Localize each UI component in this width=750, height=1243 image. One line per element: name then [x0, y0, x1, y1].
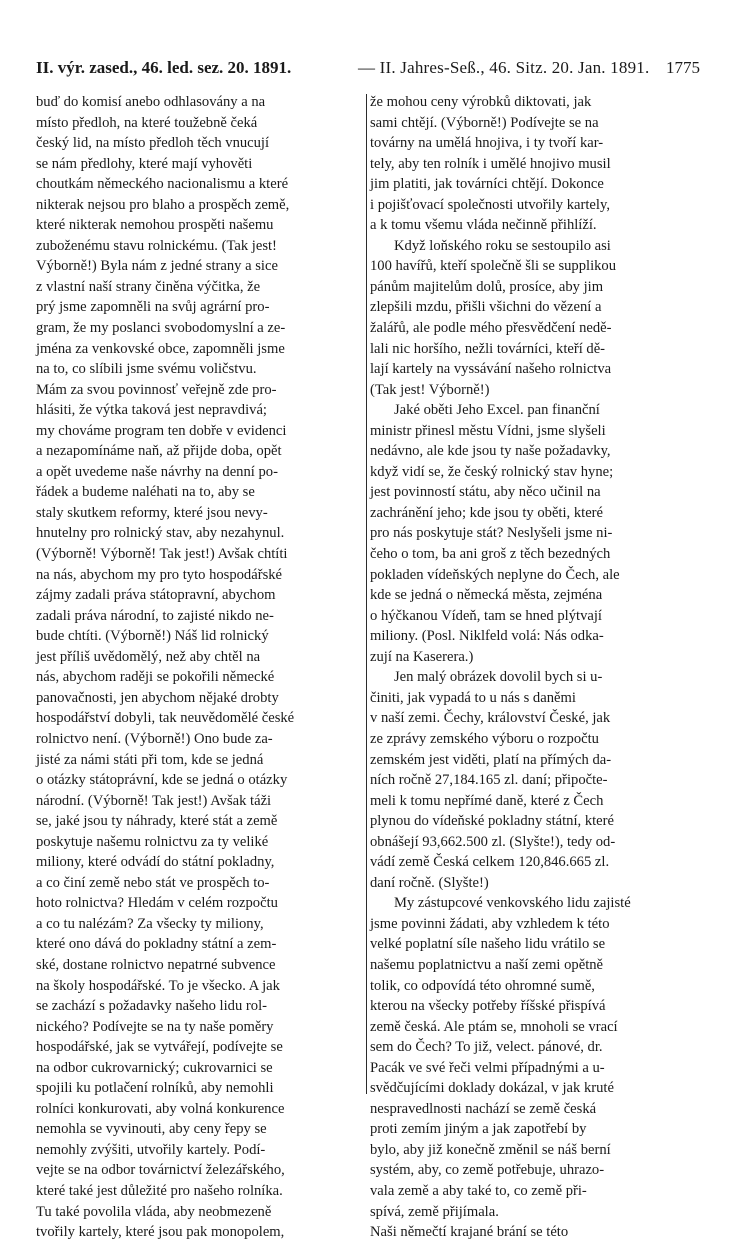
- text-line: Tu také povolila vláda, aby neobmezeně: [36, 1203, 272, 1220]
- text-line: nemohla se vyvinouti, aby ceny řepy se: [36, 1121, 267, 1138]
- text-line: jim platiti, jak továrníci chtějí. Dokonce: [370, 176, 604, 193]
- text-line: ních ročně 27,184.165 zl. daní; připočte-: [370, 772, 608, 789]
- text-line: hnutelny pro rolnický stav, aby nezahynul.: [36, 525, 285, 542]
- text-line: pro nás poskytuje stát? Neslyšeli jsme ni-: [370, 525, 613, 542]
- text-line: Mám za svou povinnosť veřejně zde pro-: [36, 381, 277, 398]
- text-line: a co tu nalézám? Za všecky ty miliony,: [36, 915, 264, 932]
- text-line: a opět uvedeme naše návrhy na denní po-: [36, 463, 278, 480]
- right-column: [370, 92, 700, 1243]
- text-line: Jen malý obrázek dovolil bych si u-: [394, 669, 603, 686]
- text-line: když vidí se, že český rolnický stav hyne;: [370, 463, 614, 480]
- text-line: řádek a budeme naléhati na to, aby se: [36, 484, 255, 501]
- text-line: tely, aby ten rolník i umělé hnojivo musil: [370, 155, 611, 172]
- text-line: které také jest důležité pro našeho rolníka.: [36, 1182, 283, 1199]
- text-line: továrny na umělá hnojiva, i ty tvoří kar-: [370, 135, 604, 152]
- text-line: činiti, jak vypadá to u nás s daněmi: [370, 689, 576, 706]
- text-line: zachránění jeho; kde jsou ty oběti, které: [370, 504, 604, 521]
- text-line: lají kartely na vyssávání našeho rolnictva: [370, 361, 612, 378]
- header-session-german: — II. Jahres-Seß., 46. Sitz. 20. Jan. 1891.: [358, 58, 650, 77]
- text-line: velké poplatní síle našeho lidu vrátilo se: [370, 936, 606, 953]
- text-line: vala země a aby také to, co země při-: [370, 1182, 587, 1199]
- text-line: země česká. Ale ptám se, mnoholi se vrací: [370, 1018, 618, 1035]
- text-line: bylo, aby již konečně změnil se náš berní: [370, 1141, 611, 1158]
- text-line: Když loňského roku se sestoupilo asi: [394, 237, 611, 254]
- text-line: zuboženému stavu rolnickému. (Tak jest!: [36, 237, 277, 254]
- text-line: lali nic horšího, nežli továrníci, kteří dě-: [370, 340, 606, 357]
- text-line: nického? Podívejte se na ty naše poměry: [36, 1018, 274, 1035]
- text-line: nedávno, ale kde jsou ty naše požadavky,: [370, 443, 611, 460]
- text-line: i pojišťovací společnosti utvořily kartely,: [370, 196, 610, 213]
- text-line: zemském jest viděti, platí na přímých da-: [370, 751, 612, 768]
- text-line: kde se jedná o německá města, zejména: [370, 587, 603, 604]
- text-line: nikterak nejsou pro blaho a prospěch země,: [36, 196, 290, 213]
- left-column: [36, 92, 364, 1243]
- text-line: jest povinností státu, aby něco učinil na: [370, 484, 601, 501]
- text-line: žalářů, ale podle mého přesvědčení nedě-: [370, 320, 612, 337]
- text-line: prý jsme zapomněli na svůj agrární pro-: [36, 299, 270, 316]
- text-line: jsme povinni žádati, aby vzhledem k této: [370, 915, 610, 932]
- text-line: tvořily kartely, které jsou pak monopolem,: [36, 1224, 285, 1241]
- text-line: na odbor cukrovarnický; cukrovarnici se: [36, 1059, 273, 1076]
- text-line: ské, dostane rolnictvo nepatrné subvence: [36, 956, 276, 973]
- text-line: se nám předlohy, které mají vyhověti: [36, 155, 253, 172]
- text-line: našemu poplatnictvu a naší zemi opětně: [370, 956, 604, 973]
- text-line: rolníci konkurovati, aby volná konkurence: [36, 1100, 285, 1117]
- text-line: hospodářské, jak se vytvářejí, podívejte se: [36, 1039, 283, 1056]
- text-line: hoto rolnictva? Hledám v celém rozpočtu: [36, 895, 278, 912]
- text-line: v naší zemi. Čechy, království České, jak: [370, 710, 611, 727]
- header-session-czech: II. výr. zased., 46. led. sez. 20. 1891.: [36, 58, 292, 77]
- text-line: zují na Kaserera.): [370, 648, 474, 665]
- text-line: Jaké oběti Jeho Excel. pan finanční: [394, 402, 600, 419]
- text-line: o otázky státoprávní, kde se jedná o otázky: [36, 772, 288, 789]
- text-line: sem do Čech? To již, velect. pánové, dr.: [370, 1039, 603, 1056]
- text-line: spívá, země přijímala.: [370, 1203, 499, 1220]
- text-line: jisté za námi státi při tom, kde se jedná: [36, 751, 264, 768]
- text-line: Naši němečtí krajané brání se této: [370, 1224, 569, 1241]
- text-line: zlepšili mzdu, přišli všichni do vězení a: [370, 299, 602, 316]
- text-line: tolik, co odpovídá této ohromné sumě,: [370, 977, 595, 994]
- page-header: [36, 58, 700, 84]
- text-line: se, jaké jsou ty náhrady, které stát a země: [36, 813, 278, 830]
- column-divider: [366, 94, 367, 1094]
- text-line: místo předloh, na které toužebně čeká: [36, 114, 258, 131]
- text-line: jména za venkovské obce, zapomněli jsme: [36, 340, 285, 357]
- text-line: sami chtějí. (Výborně!) Podívejte se na: [370, 114, 599, 131]
- text-line: vejte se na odbor továrnictví železářského,: [36, 1162, 285, 1179]
- text-line: ze zprávy zemského výboru o rozpočtu: [370, 730, 599, 747]
- text-line: bude chtíti. (Výborně!) Náš lid rolnický: [36, 628, 269, 645]
- text-line: hlásiti, že výtka taková jest nepravdivá;: [36, 402, 267, 419]
- text-line: pánům majitelům dolů, prosíce, aby jim: [370, 278, 604, 295]
- text-line: panovačnosti, jen abychom nějaké drobty: [36, 689, 279, 706]
- text-line: obnášejí 93,662.500 zl. (Slyšte!), tedy od-: [370, 833, 616, 850]
- text-line: svědčujícími doklady dokázal, v jak kruté: [370, 1080, 614, 1097]
- text-line: čeho o tom, ba ani groš z těch bezedných: [370, 546, 611, 563]
- text-line: (Výborně! Výborně! Tak jest!) Avšak chtíti: [36, 546, 288, 563]
- text-line: nespravedlnosti nachází se země česká: [370, 1100, 597, 1117]
- text-line: buď do komisí anebo odhlasovány a na: [36, 94, 266, 110]
- text-line: a k tomu všemu vláda nečinně přihlíží.: [370, 217, 597, 234]
- text-line: staly skutkem reformy, které jsou nevy-: [36, 504, 268, 521]
- text-line: hospodářství dobyli, tak neuvědomělé české: [36, 710, 295, 727]
- text-line: se zachází s požadavky našeho lidu rol-: [36, 998, 267, 1015]
- page-number: 1775: [666, 58, 700, 77]
- text-line: které nikterak nemohou prospěti našemu: [36, 217, 274, 234]
- text-line: daní ročně. (Slyšte!): [370, 874, 489, 891]
- text-line: rolnictvo není. (Výborně!) Ono bude za-: [36, 730, 273, 747]
- text-line: na nás, abychom my pro tyto hospodářské: [36, 566, 283, 583]
- text-line: které ono dává do pokladny státní a zem-: [36, 936, 277, 953]
- text-line: systém, aby, co země potřebuje, uhrazo-: [370, 1162, 605, 1179]
- text-line: plynou do vídeňské pokladny státní, které: [370, 813, 614, 830]
- text-line: a nezapomínáme naň, až přijde doba, opět: [36, 443, 282, 460]
- text-line: pokladen vídeňských neplyne do Čech, ale: [370, 566, 620, 583]
- text-line: Pacák ve své řeči velmi případnými a u-: [370, 1059, 605, 1076]
- text-line: 100 havířů, kteří společně šli se supplikou: [370, 258, 617, 275]
- text-line: z vlastní naší strany činěna výčitka, že: [36, 278, 261, 295]
- text-line: že mohou ceny výrobků diktovati, jak: [370, 94, 592, 110]
- text-line: poskytuje našemu rolnictvu za ty veliké: [36, 833, 269, 850]
- text-line: kterou na všecky potřeby říšské přispívá: [370, 998, 606, 1015]
- text-line: spojili ku potlačení rolníků, aby nemohli: [36, 1080, 274, 1097]
- text-line: Výborně!) Byla nám z jedné strany a sice: [36, 258, 278, 275]
- text-line: My zástupcové venkovského lidu zajisté: [394, 895, 631, 912]
- text-line: na školy hospodářské. To je všecko. A jak: [36, 977, 280, 994]
- text-line: nás, abychom raději se pokořili německé: [36, 669, 275, 686]
- text-line: my chováme program ten dobře v evidenci: [36, 422, 287, 439]
- text-line: jest příliš uvědomělý, než aby chtěl na: [36, 648, 261, 665]
- text-line: zájmy zadali práva státopravní, abychom: [36, 587, 276, 604]
- text-line: gram, že my poslanci svobodomyslní a ze-: [36, 320, 286, 337]
- text-line: a co činí země nebo stát ve prospěch to-: [36, 874, 270, 891]
- text-line: meli k tomu nepřímé daně, které z Čech: [370, 792, 604, 809]
- text-line: o hýčkanou Vídeň, tam se hned plýtvají: [370, 607, 602, 624]
- text-line: zadali práva národní, to zajisté nikdo ne-: [36, 607, 274, 624]
- text-line: vádí země Česká celkem 120,846.665 zl.: [370, 854, 610, 871]
- text-line: ministr přinesl městu Vídni, jsme slyšeli: [370, 422, 606, 439]
- text-line: na to, co slíbili jsme svému voličstvu.: [36, 361, 257, 378]
- text-line: proti zemím jiným a jak zapotřebí by: [370, 1121, 587, 1138]
- text-line: (Tak jest! Výborně!): [370, 381, 490, 398]
- text-line: nemohly zvýšiti, utvořily kartely. Podí-: [36, 1141, 266, 1158]
- text-line: miliony, které odvádí do státní pokladny,: [36, 854, 275, 871]
- text-line: choutkám německého nacionalismu a které: [36, 176, 289, 193]
- text-line: český lid, na místo předloh těch vnucují: [36, 135, 270, 152]
- text-line: miliony. (Posl. Niklfeld volá: Nás odka-: [370, 628, 604, 645]
- text-line: národní. (Výborně! Tak jest!) Avšak táži: [36, 792, 272, 809]
